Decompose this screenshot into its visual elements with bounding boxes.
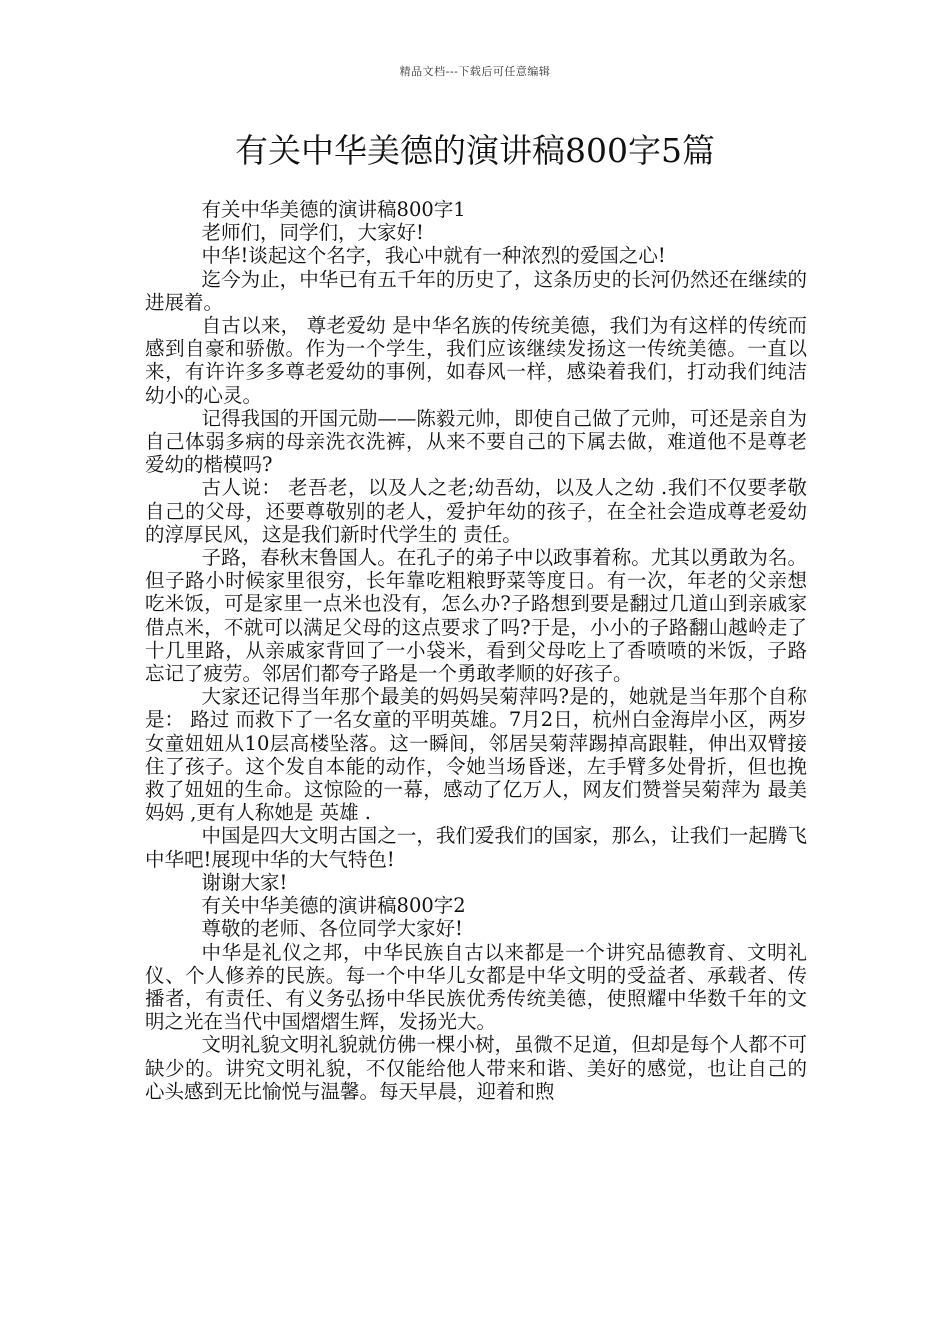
paragraph: 古人说： 老吾老，以及人之老;幼吾幼，以及人之幼 .我们不仅要孝敬自己的父母，还要尊敬别的老人，爱护年幼的孩子，在全社会造成尊老爱幼的淳厚民风，这是我们新时代学生的 责任。 xyxy=(145,476,807,546)
paragraph: 老师们，同学们，大家好! xyxy=(201,221,424,245)
paragraph: 自古以来， 尊老爱幼 是中华名族的传统美德，我们为有这样的传统而感到自豪和骄傲。作为一个学生，我们应该继续发扬这一传统美德。一直以来，有许许多多尊老爱幼的事例，如春风一样，感染着我们，打动我们纯洁幼小的心灵。 xyxy=(145,314,807,407)
paragraph: 谢谢大家! xyxy=(201,870,288,894)
paragraph: 中华是礼仪之邦，中华民族自古以来都是一个讲究品德教育、文明礼仪、个人修养的民族。每一个中华儿女都是中华文明的受益者、承载者、传播者，有责任、有义务弘扬中华民族优秀传统美德，使照耀中华数千年的文明之光在当代中国熠熠生辉，发扬光大。 xyxy=(145,940,807,1034)
paragraph: 中华!谈起这个名字，我心中就有一种浓烈的爱国之心! xyxy=(201,244,666,268)
paragraph: 子路，春秋末鲁国人。在孔子的弟子中以政事着称。尤其以勇敢为名。但子路小时候家里很穷，长年靠吃粗粮野菜等度日。有一次，年老的父亲想吃米饭，可是家里一点米也没有，怎么办?子路想到要是翻过几道山到亲戚家借点米，不就可以满足父母的这点要求了吗?于是，小小的子路翻山越岭走了十几里路，从亲戚家背回了一小袋米，看到父母吃上了香喷喷的米饭，子路忘记了疲劳。邻居们都夸子路是一个勇敢孝顺的好孩子。 xyxy=(145,546,807,686)
paragraph: 记得我国的开国元勋——陈毅元帅，即使自己做了元帅，可还是亲自为自己体弱多病的母亲洗衣洗裤，从来不要自己的下属去做，难道他不是尊老爱幼的楷模吗? xyxy=(145,406,807,477)
paragraph: 迄今为止，中华已有五千年的历史了，这条历史的长河仍然还在继续的进展着。 xyxy=(145,267,807,314)
document-body xyxy=(145,198,807,1103)
paragraph: 尊敬的老师、各位同学大家好! xyxy=(201,917,463,941)
page-header: 精品文档---下载后可任意编辑 xyxy=(399,65,551,78)
paragraph: 中国是四大文明古国之一，我们爱我们的国家，那么，让我们一起腾飞中华吧!展现中华的大气特色! xyxy=(145,824,807,871)
paragraph: 有关中华美德的演讲稿800字1 xyxy=(201,198,466,221)
paragraph: 文明礼貌文明礼貌就仿佛一棵小树，虽微不足道，但却是每个人都不可缺少的。讲究文明礼貌，不仅能给他人带来和谐、美好的感觉，也让自己的心头感到无比愉悦与温馨。每天早晨，迎着和煦 xyxy=(145,1033,807,1103)
paragraph: 有关中华美德的演讲稿800字2 xyxy=(201,894,466,918)
document-title: 有关中华美德的演讲稿800字5篇 xyxy=(235,131,715,170)
paragraph: 大家还记得当年那个最美的妈妈吴菊萍吗?是的，她就是当年那个自称是： 路过 而救下了一名女童的平明英雄。7月2日，杭州白金海岸小区，两岁女童妞妞从10层高楼坠落。这一瞬间，邻居吴菊萍踢掉高跟鞋，伸出双臂接住了孩子。这个发自本能的动作，令她当场昏迷，左手臂多处骨折，但也挽救了妞妞的生命。这惊险的一幕，感动了亿万人，网友们赞誉吴菊萍为 最美妈妈 ,更有人称她是 英雄 . xyxy=(145,685,807,825)
